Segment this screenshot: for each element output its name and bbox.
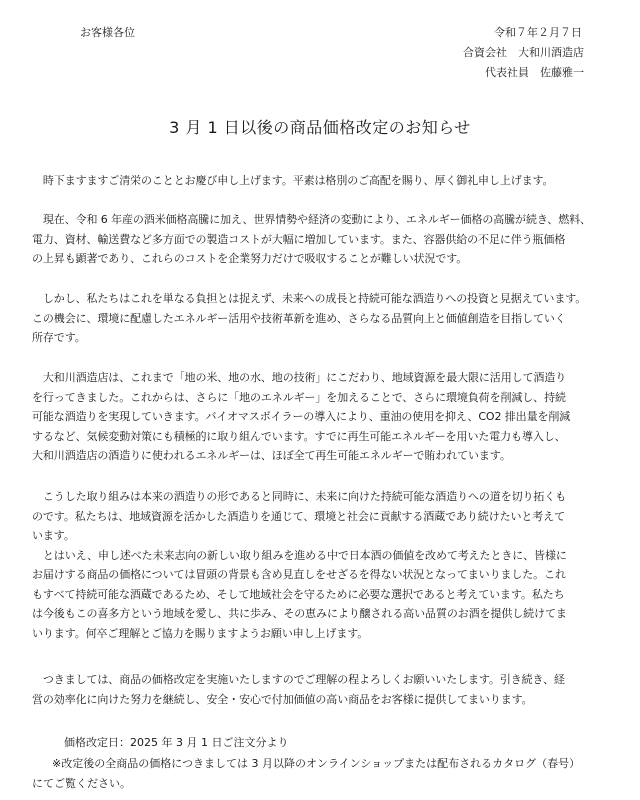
paragraph-line: するなど、気候変動対策にも積極的に取り組んでいます。すでに再生可能エネルギーを用いた電力も導入し、 xyxy=(32,429,566,443)
paragraph-line: 可能な酒造りを実現していきます。バイオマスボイラーの導入により、重油の使用を抑え、CO2 排出量を削減 xyxy=(32,410,571,423)
paragraph-line: のです。私たちは、地域資源を活かした酒造りを通じて、環境と社会に貢献する酒蔵であり続けたいと考えて xyxy=(32,509,565,523)
paragraph-line: は今後もこの喜多方という地域を愛し、共に歩み、その恵みにより醸される高い品質のお酒を提供し続けてま xyxy=(32,607,567,620)
paragraph-future-pricing xyxy=(32,487,612,643)
paragraph-line: この機会に、環境に配慮したエネルギー活用や技術革新を進め、さらなる品質向上と価値創造を目指していく xyxy=(32,311,566,325)
recipient: お客様各位 xyxy=(80,26,135,39)
paragraph-line: の上昇も顕著であり、これらのコストを企業努力だけで吸収することが難しい状況です。 xyxy=(32,252,468,265)
paragraph-line: 時下ますますご清栄のこととお慶び申し上げます。平素は格別のご高配を賜り、厚く御礼申し上げます。 xyxy=(32,174,554,187)
paragraph-line: 現在、令和 6 年産の酒米価格高騰に加え、世界情勢や経済の変動により、エネルギー価格の高騰が続き、燃料、 xyxy=(32,213,591,226)
paragraph-line: 大和川酒造店の酒造りに使われるエネルギーは、ほぼ全て再生可能エネルギーで賄われています。 xyxy=(32,449,511,462)
paragraph-line: しかし、私たちはこれを単なる負担とは捉えず、未来への成長と持続可能な酒造りへの投資と見据えています。 xyxy=(32,292,587,305)
paragraph-line: 電力、資材、輸送費など多方面での製造コストが大幅に増加しています。また、容器供給の不足に伴う瓶価格 xyxy=(32,232,566,246)
paragraph-line: います。 xyxy=(32,529,75,542)
paragraph-line: 大和川酒造店は、これまで「地の米、地の水、地の技術」にこだわり、地域資源を最大限に活用して酒造り xyxy=(32,371,567,384)
paragraph-sustainability xyxy=(32,368,612,466)
paragraph-closing xyxy=(32,670,612,709)
paragraph-line: を行ってきました。これからは、さらに「地のエネルギー」を加えることで、さらに環境負荷を削減し、持続 xyxy=(32,390,566,404)
paragraph-line: 営の効率化に向けた努力を継続し、安全・安心で付加価値の高い商品をお客様に提供してまいります。 xyxy=(32,692,533,706)
price-revision-date: 価格改定日：2025 年 3 月 1 日ご注文分より xyxy=(64,736,289,749)
catalog-note: ※改定後の全商品の価格につきましては 3 月以降のオンラインショップまたは配布されるカタログ（春号） xyxy=(52,757,581,770)
paragraph-investment xyxy=(32,289,612,348)
paragraph-line: お届けする商品の価格については冒頭の背景も含め見直しをせざるを得ない状況となってまいりました。これ xyxy=(32,568,566,581)
representative-name: 代表社員 佐藤雅一 xyxy=(485,66,584,79)
paragraph-line: 所存です。 xyxy=(32,331,86,344)
paragraph-line: とはいえ、申し述べた未来志向の新しい取り組みを進める中で日本酒の価値を改めて考えたときに、皆様に xyxy=(32,548,567,562)
letter-date: 令和７年２月７日 xyxy=(494,26,582,39)
page-title: 3 月 1 日以後の商品価格改定のお知らせ xyxy=(169,118,471,137)
paragraph-line: こうした取り組みは本来の酒造りの形であると同時に、未来に向けた持続可能な酒造りへの道を切り拓くも xyxy=(32,490,567,503)
catalog-note-continued: にてご覧ください。 xyxy=(32,777,131,790)
paragraph-line: いります。何卒ご理解とご協力を賜りますようお願い申し上げます。 xyxy=(32,626,369,640)
paragraph-line: つきましては、商品の価格改定を実施いたしますのでご理解の程よろしくお願いいたします。引き続き、経 xyxy=(32,673,565,686)
paragraph-cost-increase xyxy=(32,210,612,269)
paragraph-line: もすべて持続可能な酒蔵であるため、そして地域社会を守るために必要な選択であると考えています。私たち xyxy=(32,587,565,601)
paragraph-greeting xyxy=(32,171,612,191)
company-name: 合資会社 大和川酒造店 xyxy=(463,46,584,59)
